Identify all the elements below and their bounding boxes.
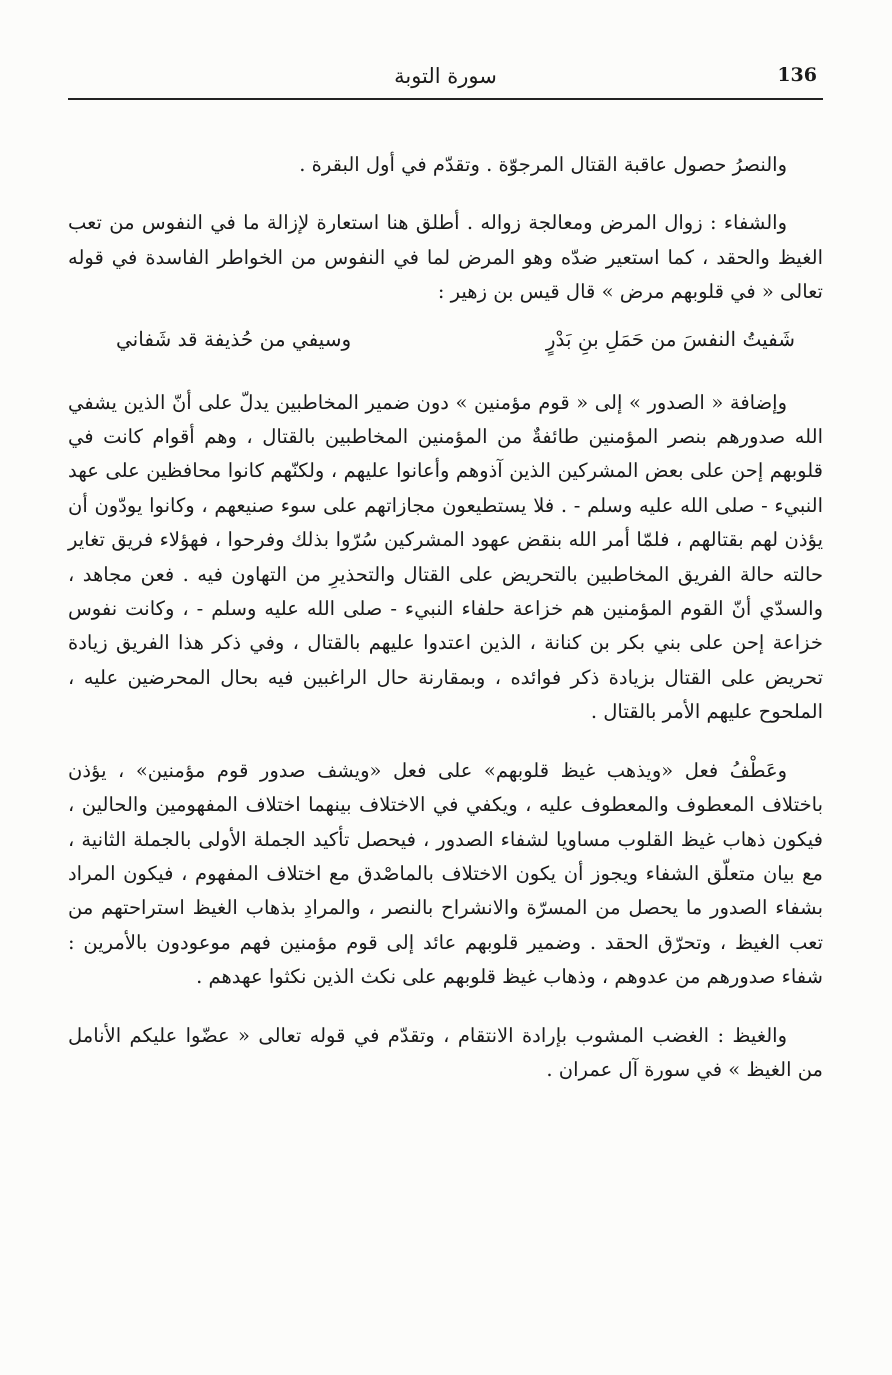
body-text [68, 148, 823, 1087]
paragraph-rage: والغيظ : الغضب المشوب بإرادة الانتقام ، وتقدّم في قوله تعالى « عضّوا عليكم الأنامل من الغيظ » في سورة آل عمران . [68, 1023, 823, 1081]
verse-second-hemistich: وسيفي من حُذيفة قد شَفاني [116, 326, 352, 351]
page-header [68, 60, 823, 100]
page-number: 136 [777, 64, 817, 86]
paragraph-victory: والنصرُ حصول عاقبة القتال المرجوّة . وتقدّم في أول البقرة . [299, 153, 787, 176]
poetry-verse [116, 322, 795, 356]
book-page [68, 60, 823, 1360]
verse-first-hemistich: شَفيتُ النفسَ من حَمَلِ بنِ بَدْرٍ [545, 326, 795, 351]
running-title: سورة التوبة [394, 64, 497, 88]
paragraph-conjunction: وعَطْفُ فعل «ويذهب غيظ قلوبهم» على فعل «ويشف صدور قوم مؤمنين» ، يؤذن باختلاف المعطوف والمعطوف عليه ، ويكفي في الاختلاف بينهما اختلاف المفهومين والحالين ، فيكون ذهاب غيظ القلوب مساويا لشفاء الصدور ، فيحصل تأكيد الجملة الأولى بالجملة الثانية ، مع بيان متعلّق الشفاء ويجوز أن يكون الاختلاف بالماصْدق مع اختلاف المفهوم ، فيكون المراد بشفاء الصدور ما يحصل من المسرّة والانشراح بالنصر ، والمرادِ بذهاب الغيظ استراحتهم من تعب الغيظ ، وتحرّق الحقد . وضمير قلوبهم عائد إلى قوم مؤمنين فهم موعودون بالأمرين : شفاء صدورهم من عدوهم ، وذهاب غيظ قلوبهم على نكث الذين نكثوا عهدهم . [68, 758, 823, 989]
paragraph-healing: والشفاء : زوال المرض ومعالجة زواله . أطلق هنا استعارة لإزالة ما في النفوس من تعب الغيظ والحقد ، كما استعير ضدّه وهو المرض لما في النفوس من الخواطر الفاسدة في قوله تعالى « في قلوبهم مرض » قال قيس بن زهير : [68, 211, 823, 304]
paragraph-chests: وإضافة « الصدور » إلى « قوم مؤمنين » دون ضمير المخاطبين يدلّ على أنّ الذين يشفي الله صدورهم بنصر المؤمنين طائفةٌ من المؤمنين المخاطبين بالقتال ، وهم أقوام كانت في قلوبهم إحن على بعض المشركين الذين آذوهم وأعانوا عليهم ، ولكنّهم كانوا محافظين على عهد النبيء - صلى الله عليه وسلم - . فلا يستطيعون مجازاتهم على سوء صنيعهم ، وكانوا يودّون أن يؤذن لهم بقتالهم ، فلمّا أمر الله بنقض عهود المشركين سُرّوا بذلك وفرحوا ، فهؤلاء فريق تغاير حالته حالة الفريق المخاطبين بالتحريض على القتال والتحذيرِ من التهاون فيه . فعن مجاهد ، والسدّي أنّ القوم المؤمنين هم خزاعة حلفاء النبيء - صلى الله عليه وسلم - ، وكانت نفوس خزاعة إحن على بني بكر بن كنانة ، الذين اعتدوا عليهم بالقتال ، وفي ذكر هذا الفريق زيادة تحريض على القتال بزيادة ذكر فوائده ، وبمقارنة حال الراغبين فيه بحال المحرضين عليه ، الملحوح عليهم الأمر بالقتال . [68, 390, 823, 724]
